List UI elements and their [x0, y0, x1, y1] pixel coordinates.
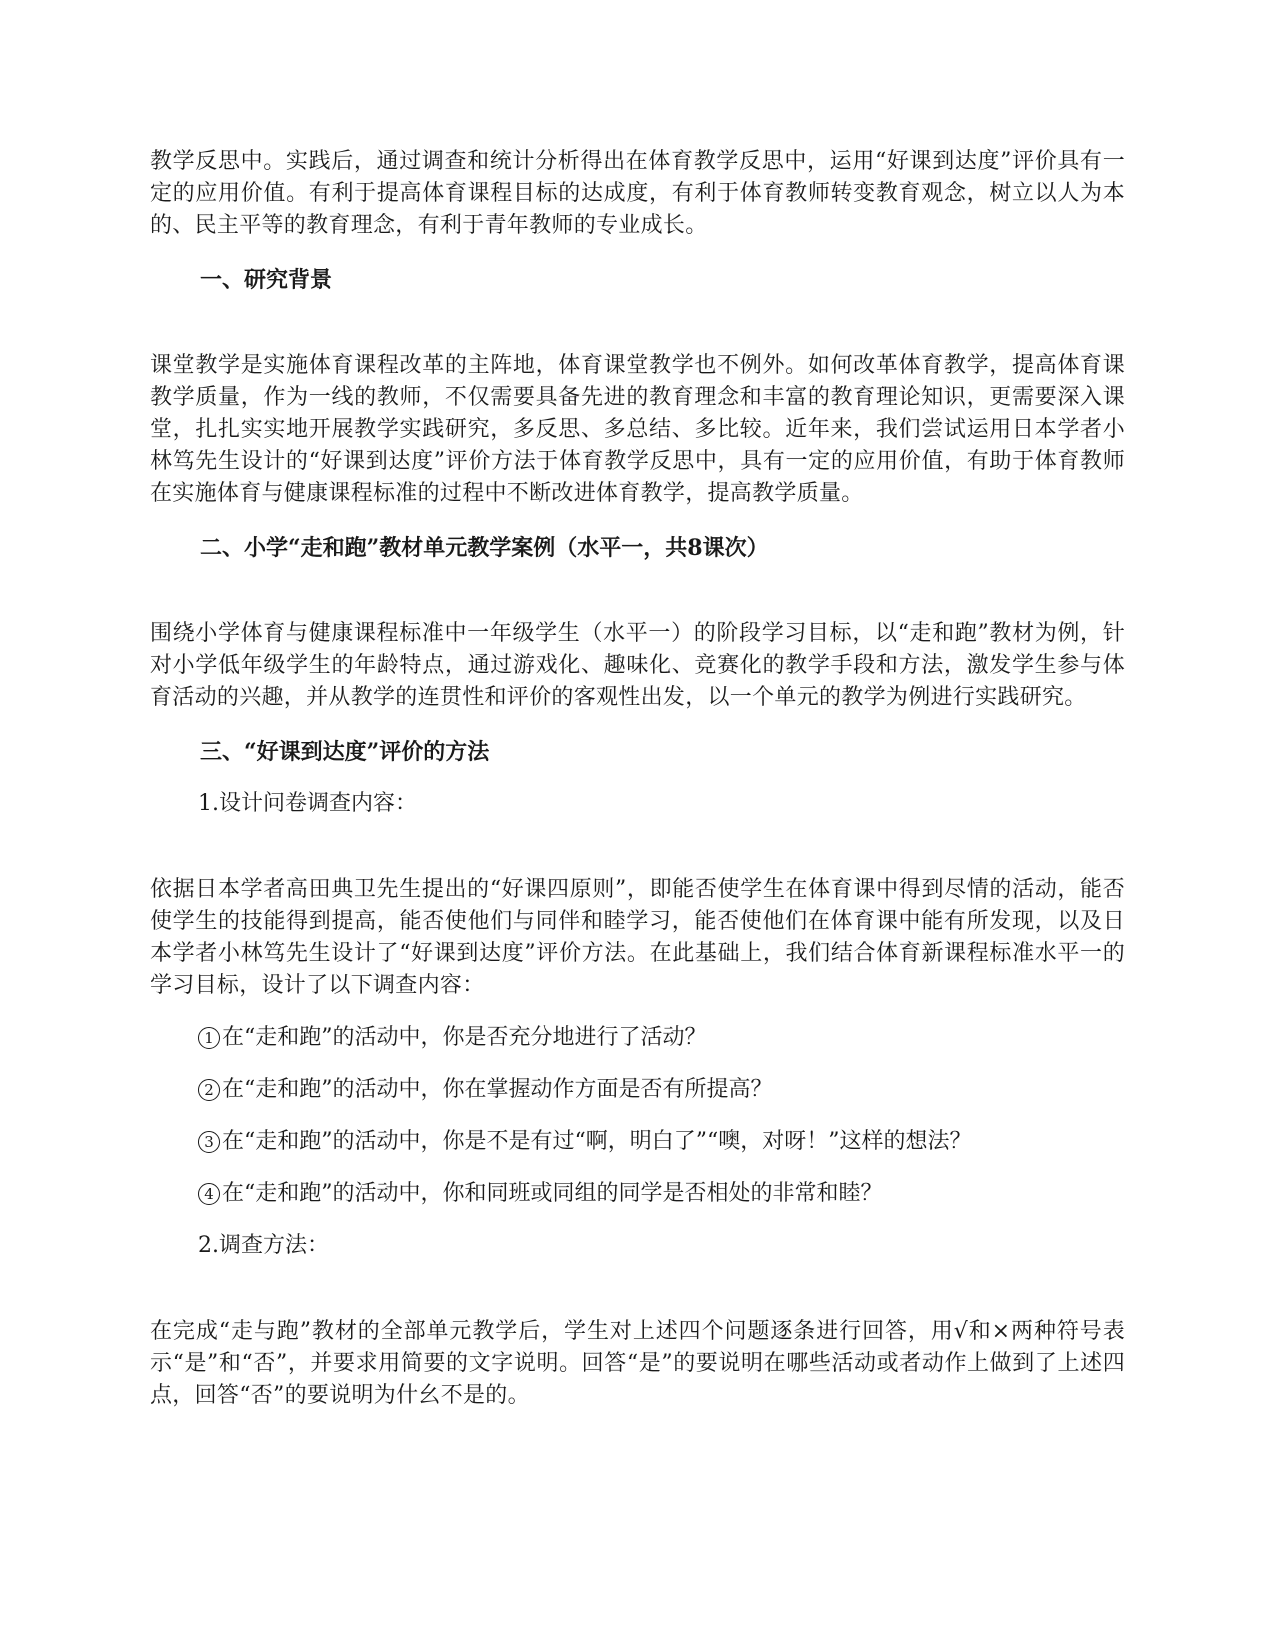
question-text: 在“走和跑”的活动中，你和同班或同组的同学是否相处的非常和睦？: [222, 1181, 883, 1206]
circled-number: 3: [198, 1131, 220, 1153]
heading-teaching-case: 二、小学“走和跑”教材单元教学案例（水平一，共8课次）: [200, 535, 769, 561]
question-text: 在“走和跑”的活动中，你是否充分地进行了活动？: [222, 1025, 707, 1050]
circled-number: 2: [198, 1079, 220, 1101]
paragraph-background: 课堂教学是实施体育课程改革的主阵地，体育课堂教学也不例外。如何改革体育教学，提高体育课教学质量，作为一线的教师，不仅需要具备先进的教育理念和丰富的教育理论知识，更需要深入课堂，扎扎实实地开展教学实践研究，多反思、多总结、多比较。近年来，我们尝试运用日本学者小林笃先生设计的“好课到达度”评价方法于体育教学反思中，具有一定的应用价值，有助于体育教师在实施体育与健康课程标准的过程中不断改进体育教学，提高教学质量。: [150, 353, 1125, 506]
question-text: 在“走和跑”的活动中，你是不是有过“啊，明白了”“噢，对呀！”这样的想法？: [222, 1129, 972, 1154]
circled-number: 4: [198, 1183, 220, 1205]
question-item: [150, 1074, 1125, 1106]
paragraph-intro: 教学反思中。实践后，通过调查和统计分析得出在体育教学反思中，运用“好课到达度”评价具有一定的应用价值。有利于提高体育课程目标的达成度，有利于体育教师转变教育观念，树立以人为本的、民主平等的教育理念，有利于青年教师的专业成长。: [150, 149, 1125, 238]
subheading-questionnaire: 1.设计问卷调查内容：: [198, 791, 417, 816]
paragraph-survey-method: 在完成“走与跑”教材的全部单元教学后，学生对上述四个问题逐条进行回答，用√和×两种符号表示“是”和“否”，并要求用简要的文字说明。回答“是”的要说明在哪些活动或者动作上做到了上述四点，回答“否”的要说明为什幺不是的。: [150, 1319, 1125, 1408]
question-item: [150, 1178, 1125, 1210]
circled-number: 1: [198, 1027, 220, 1049]
paragraph-case: 围绕小学体育与健康课程标准中一年级学生（水平一）的阶段学习目标，以“走和跑”教材为例，针对小学低年级学生的年龄特点，通过游戏化、趣味化、竞赛化的教学手段和方法，激发学生参与体育活动的兴趣，并从教学的连贯性和评价的客观性出发，以一个单元的教学为例进行实践研究。: [150, 621, 1125, 710]
subheading-survey-method: 2.调查方法：: [198, 1233, 329, 1258]
heading-research-background: 一、研究背景: [200, 267, 333, 293]
document-page: [150, 146, 1125, 1412]
heading-evaluation-method: 三、“好课到达度”评价的方法: [200, 739, 490, 765]
question-item: [150, 1022, 1125, 1054]
question-item: [150, 1126, 1125, 1158]
question-text: 在“走和跑”的活动中，你在掌握动作方面是否有所提高？: [222, 1077, 773, 1102]
paragraph-questionnaire: 依据日本学者高田典卫先生提出的“好课四原则”，即能否使学生在体育课中得到尽情的活动，能否使学生的技能得到提高，能否使他们与同伴和睦学习，能否使他们在体育课中能有所发现，以及日本学者小林笃先生设计了“好课到达度”评价方法。在此基础上，我们结合体育新课程标准水平一的学习目标，设计了以下调查内容：: [150, 877, 1125, 998]
